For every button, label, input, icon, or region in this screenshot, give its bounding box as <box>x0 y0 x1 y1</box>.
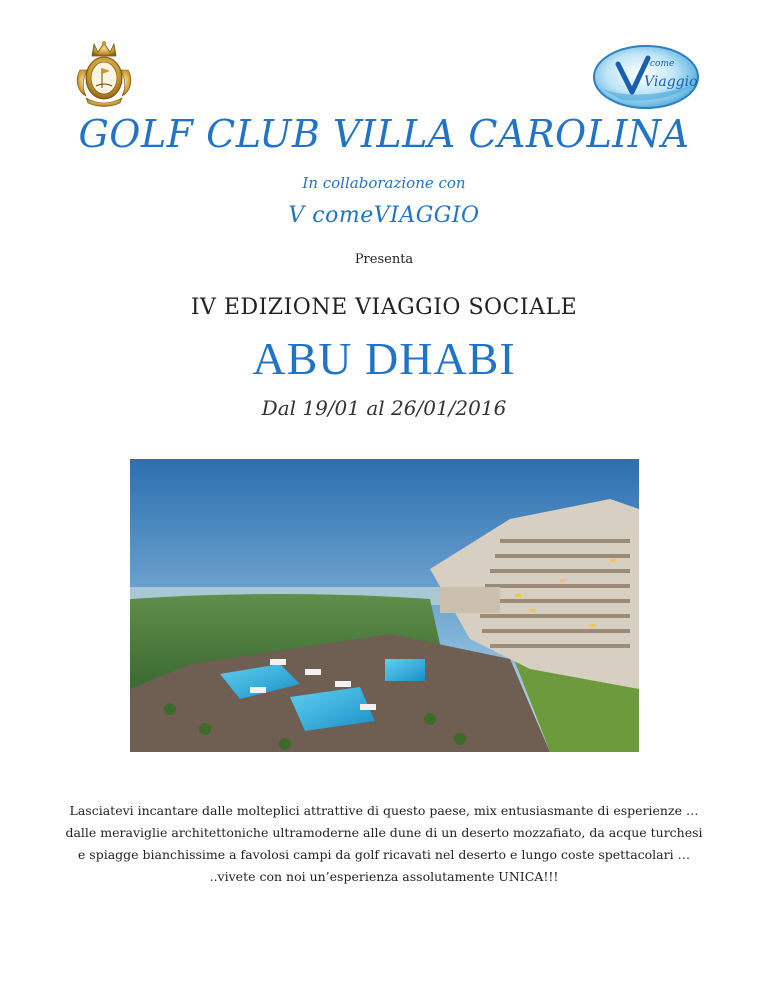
edition-heading: IV EDIZIONE VIAGGIO SOCIALE <box>190 295 578 320</box>
page-title: GOLF CLUB VILLA CAROLINA <box>78 112 690 156</box>
closing-line: ..vivete con noi un’esperienza assolutamente UNICA!!! <box>209 869 559 884</box>
logo-text-come: come <box>650 59 675 69</box>
description-block <box>60 800 708 888</box>
collaboration-text: In collaborazione con <box>302 174 466 192</box>
golf-club-crest-logo <box>72 40 136 108</box>
destination-heading: ABU DHABI <box>252 333 516 384</box>
partner-name: V comeVIAGGIO <box>288 203 480 228</box>
vcomeviaggio-logo <box>592 44 700 110</box>
description-paragraph: Lasciatevi incantare dalle molteplici attrattive di questo paese, mix entusiasmante di esperienze … dalle meraviglie architettoniche ultramoderne alle dune di un deserto mozzafiato, da acque turchesi e spiagge bianchissime a favolosi campi da golf ricavati nel deserto e lungo coste spettacolari … <box>65 803 703 862</box>
logo-text-viaggio: Viaggio <box>644 74 698 90</box>
event-dates: Dal 19/01 al 26/01/2016 <box>261 396 507 420</box>
presents-text: Presenta <box>354 252 414 267</box>
hotel-resort-photo <box>130 459 639 752</box>
